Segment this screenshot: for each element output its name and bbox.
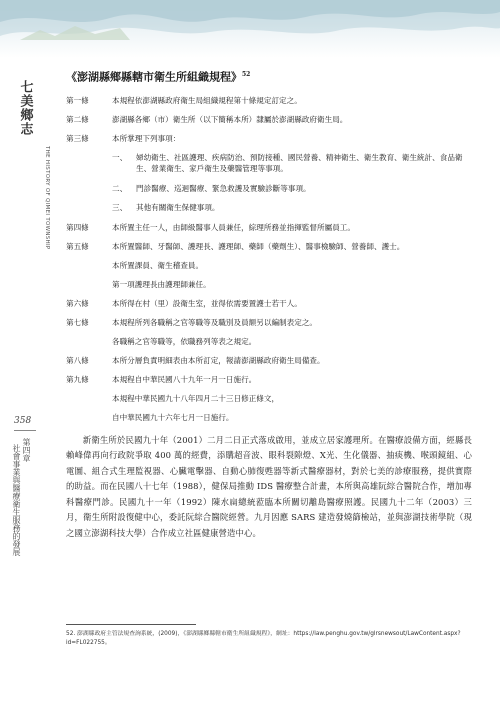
article-2: 第二條 澎湖縣各鄉（市）衛生所（以下簡稱本所）隸屬於澎湖縣政府衛生局。	[66, 114, 348, 124]
law-title	[66, 68, 472, 85]
chapter-label	[12, 438, 31, 556]
chapter-number: 第四章	[22, 438, 31, 462]
article-5-line-3: 第一項護理長由護理師兼任。	[112, 279, 211, 289]
book-title-en: THE HISTORY OF QIMEI TOWNSHIP	[44, 146, 50, 250]
article-4: 第四條 本所置主任一人，由師級醫事人員兼任，綜理所務並指揮監督所屬員工。	[66, 222, 355, 232]
header-banner	[0, 0, 500, 58]
footnote: 52. 澎湖縣政府主管法規查詢系統，(2009)，《澎湖縣鄉縣轄市衛生所組織規程》，網址：https://law.penghu.gov.tw/glrsnewsout/LawContent.aspx?id=FL022755。	[66, 631, 461, 646]
main-content	[66, 68, 472, 541]
article-3-item-1: 一、 婦幼衛生、社區護理、疾病防治、預防接種、國民營養、精神衛生、衛生教育、衛生統計、食品衛生、營業衛生、家戶衛生及藥醫管理等事項。	[112, 152, 463, 174]
article-5-line-2: 本所置課員、衛生稽查員。	[112, 260, 204, 270]
footnote-divider	[66, 624, 196, 625]
article-1: 第一條 本規程依澎湖縣政府衛生局組織規程第十條規定訂定之。	[66, 95, 302, 105]
article-6: 第六條 本所得在村（里）設衛生室，並得依需要置護士若干人。	[66, 298, 302, 308]
chapter-title: 社會事業與醫療衛生服務的發展	[12, 444, 21, 556]
article-9-line-2: 本規程中華民國九十八年四月二十三日修正條文，	[112, 393, 280, 403]
footnote-ref: 52	[242, 71, 251, 78]
side-divider	[14, 430, 36, 431]
article-7-line-2: 各職稱之官等職等，依職務列等表之規定。	[112, 336, 257, 346]
article-7: 第七條 本規程所列各職稱之官等職等及職別及員額另以編制表定之。	[66, 317, 318, 327]
body-paragraph: 新衛生所於民國九十年（2001）二月二日正式落成啟用，並成立居家護理所。在醫療設備方面，經縣長賴峰偉再向行政院爭取 400 萬的經費，添購超音波、眼科裂隙燈、X光、生化儀器、抽痰機、喉頭鏡組、心電圖、組合式生理監視器、心臟電擊器、自動心肺復甦器等新式醫療器材，對於七美的診療服務，提供實際的助益。而在民國八十七年（1988），健保局推動 IDS 醫療整合計畫，本所與高雄阮綜合醫院合作，增加專科醫療門診。民國九十一年（1992）陳水扁總統蒞臨本所關切離島醫療照護。民國九十二年（2003）三月，衛生所附設復健中心，委託阮綜合醫院經營。九月因應 SARS 建造發燒篩檢站，並與澎湖技術學院（現之國立澎湖科技大學）合作成立社區健康營造中心。	[66, 434, 472, 538]
article-9: 第九條 本規程自中華民國八十九年一月一日施行。	[66, 374, 257, 384]
article-5: 第五條 本所置醫師、牙醫師、護理長、護理師、藥師（藥劑生）、醫事檢驗師、營養師、護士。	[66, 241, 405, 251]
article-8: 第八條 本所分層負責明細表由本所訂定，報請澎湖縣政府衛生局備查。	[66, 355, 325, 365]
article-3-item-2: 二、 門診醫療、巡迴醫療、緊急救護及實驗診斷等事項。	[112, 183, 311, 193]
page-number: 358	[14, 416, 32, 426]
law-title-text: 《澎湖縣鄉縣轄市衛生所組織規程》	[66, 70, 242, 84]
article-3: 第三條 本所掌理下列事項：	[66, 133, 181, 143]
article-9-line-3: 自中華民國九十六年七月一日施行。	[112, 412, 234, 422]
article-3-item-3: 三、 其他有關衛生保健事項。	[112, 203, 220, 213]
book-title-cn: 七美鄉志	[17, 80, 33, 136]
book-title-vertical	[14, 80, 50, 250]
